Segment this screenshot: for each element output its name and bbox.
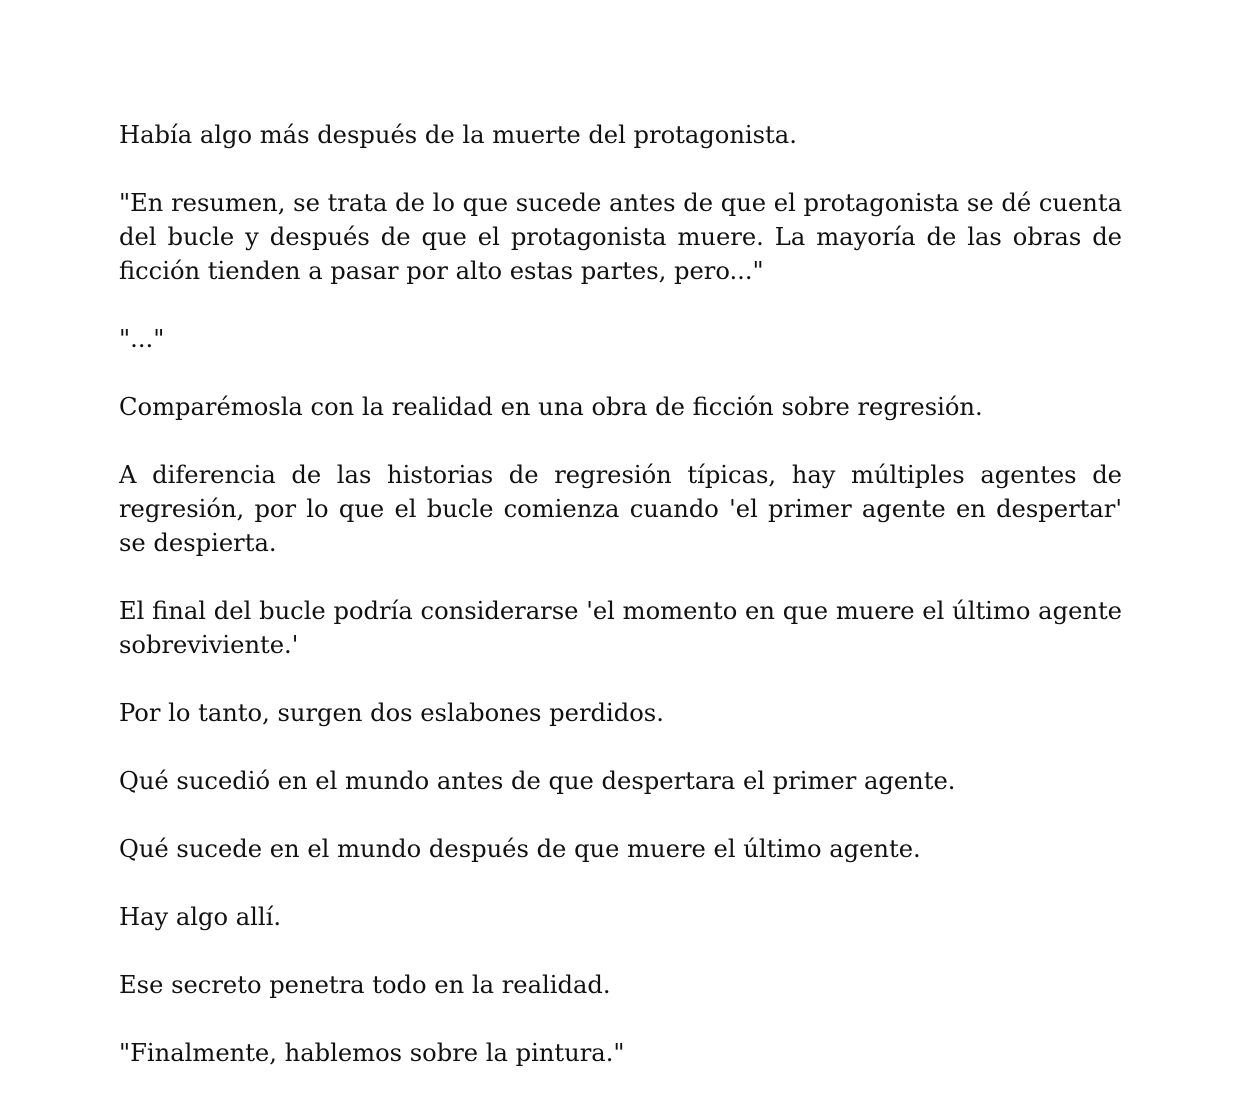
paragraph-4: Comparémosla con la realidad en una obra de ficción sobre regresión. bbox=[119, 393, 983, 421]
paragraph-12: "Finalmente, hablemos sobre la pintura." bbox=[119, 1039, 625, 1067]
paragraph-1: Había algo más después de la muerte del protagonista. bbox=[119, 121, 797, 149]
paragraph-2: "En resumen, se trata de lo que sucede antes de que el protagonista se dé cuenta del bucle y después de que el protagonista muere. La mayoría de las obras de ficción tienden a pasar por alto estas partes, pero..." bbox=[119, 189, 1122, 285]
paragraph-8: Qué sucedió en el mundo antes de que despertara el primer agente. bbox=[119, 767, 956, 795]
paragraph-9: Qué sucede en el mundo después de que muere el último agente. bbox=[119, 835, 921, 863]
paragraph-7: Por lo tanto, surgen dos eslabones perdidos. bbox=[119, 699, 664, 727]
paragraph-6: El final del bucle podría considerarse 'el momento en que muere el último agente sobreviviente.' bbox=[119, 597, 1122, 659]
document-body bbox=[119, 118, 1122, 1104]
paragraph-5: A diferencia de las historias de regresión típicas, hay múltiples agentes de regresión, por lo que el bucle comienza cuando 'el primer agente en despertar' se despierta. bbox=[119, 461, 1122, 557]
paragraph-10: Hay algo allí. bbox=[119, 903, 282, 931]
paragraph-11: Ese secreto penetra todo en la realidad. bbox=[119, 971, 611, 999]
paragraph-3: "..." bbox=[119, 325, 165, 353]
